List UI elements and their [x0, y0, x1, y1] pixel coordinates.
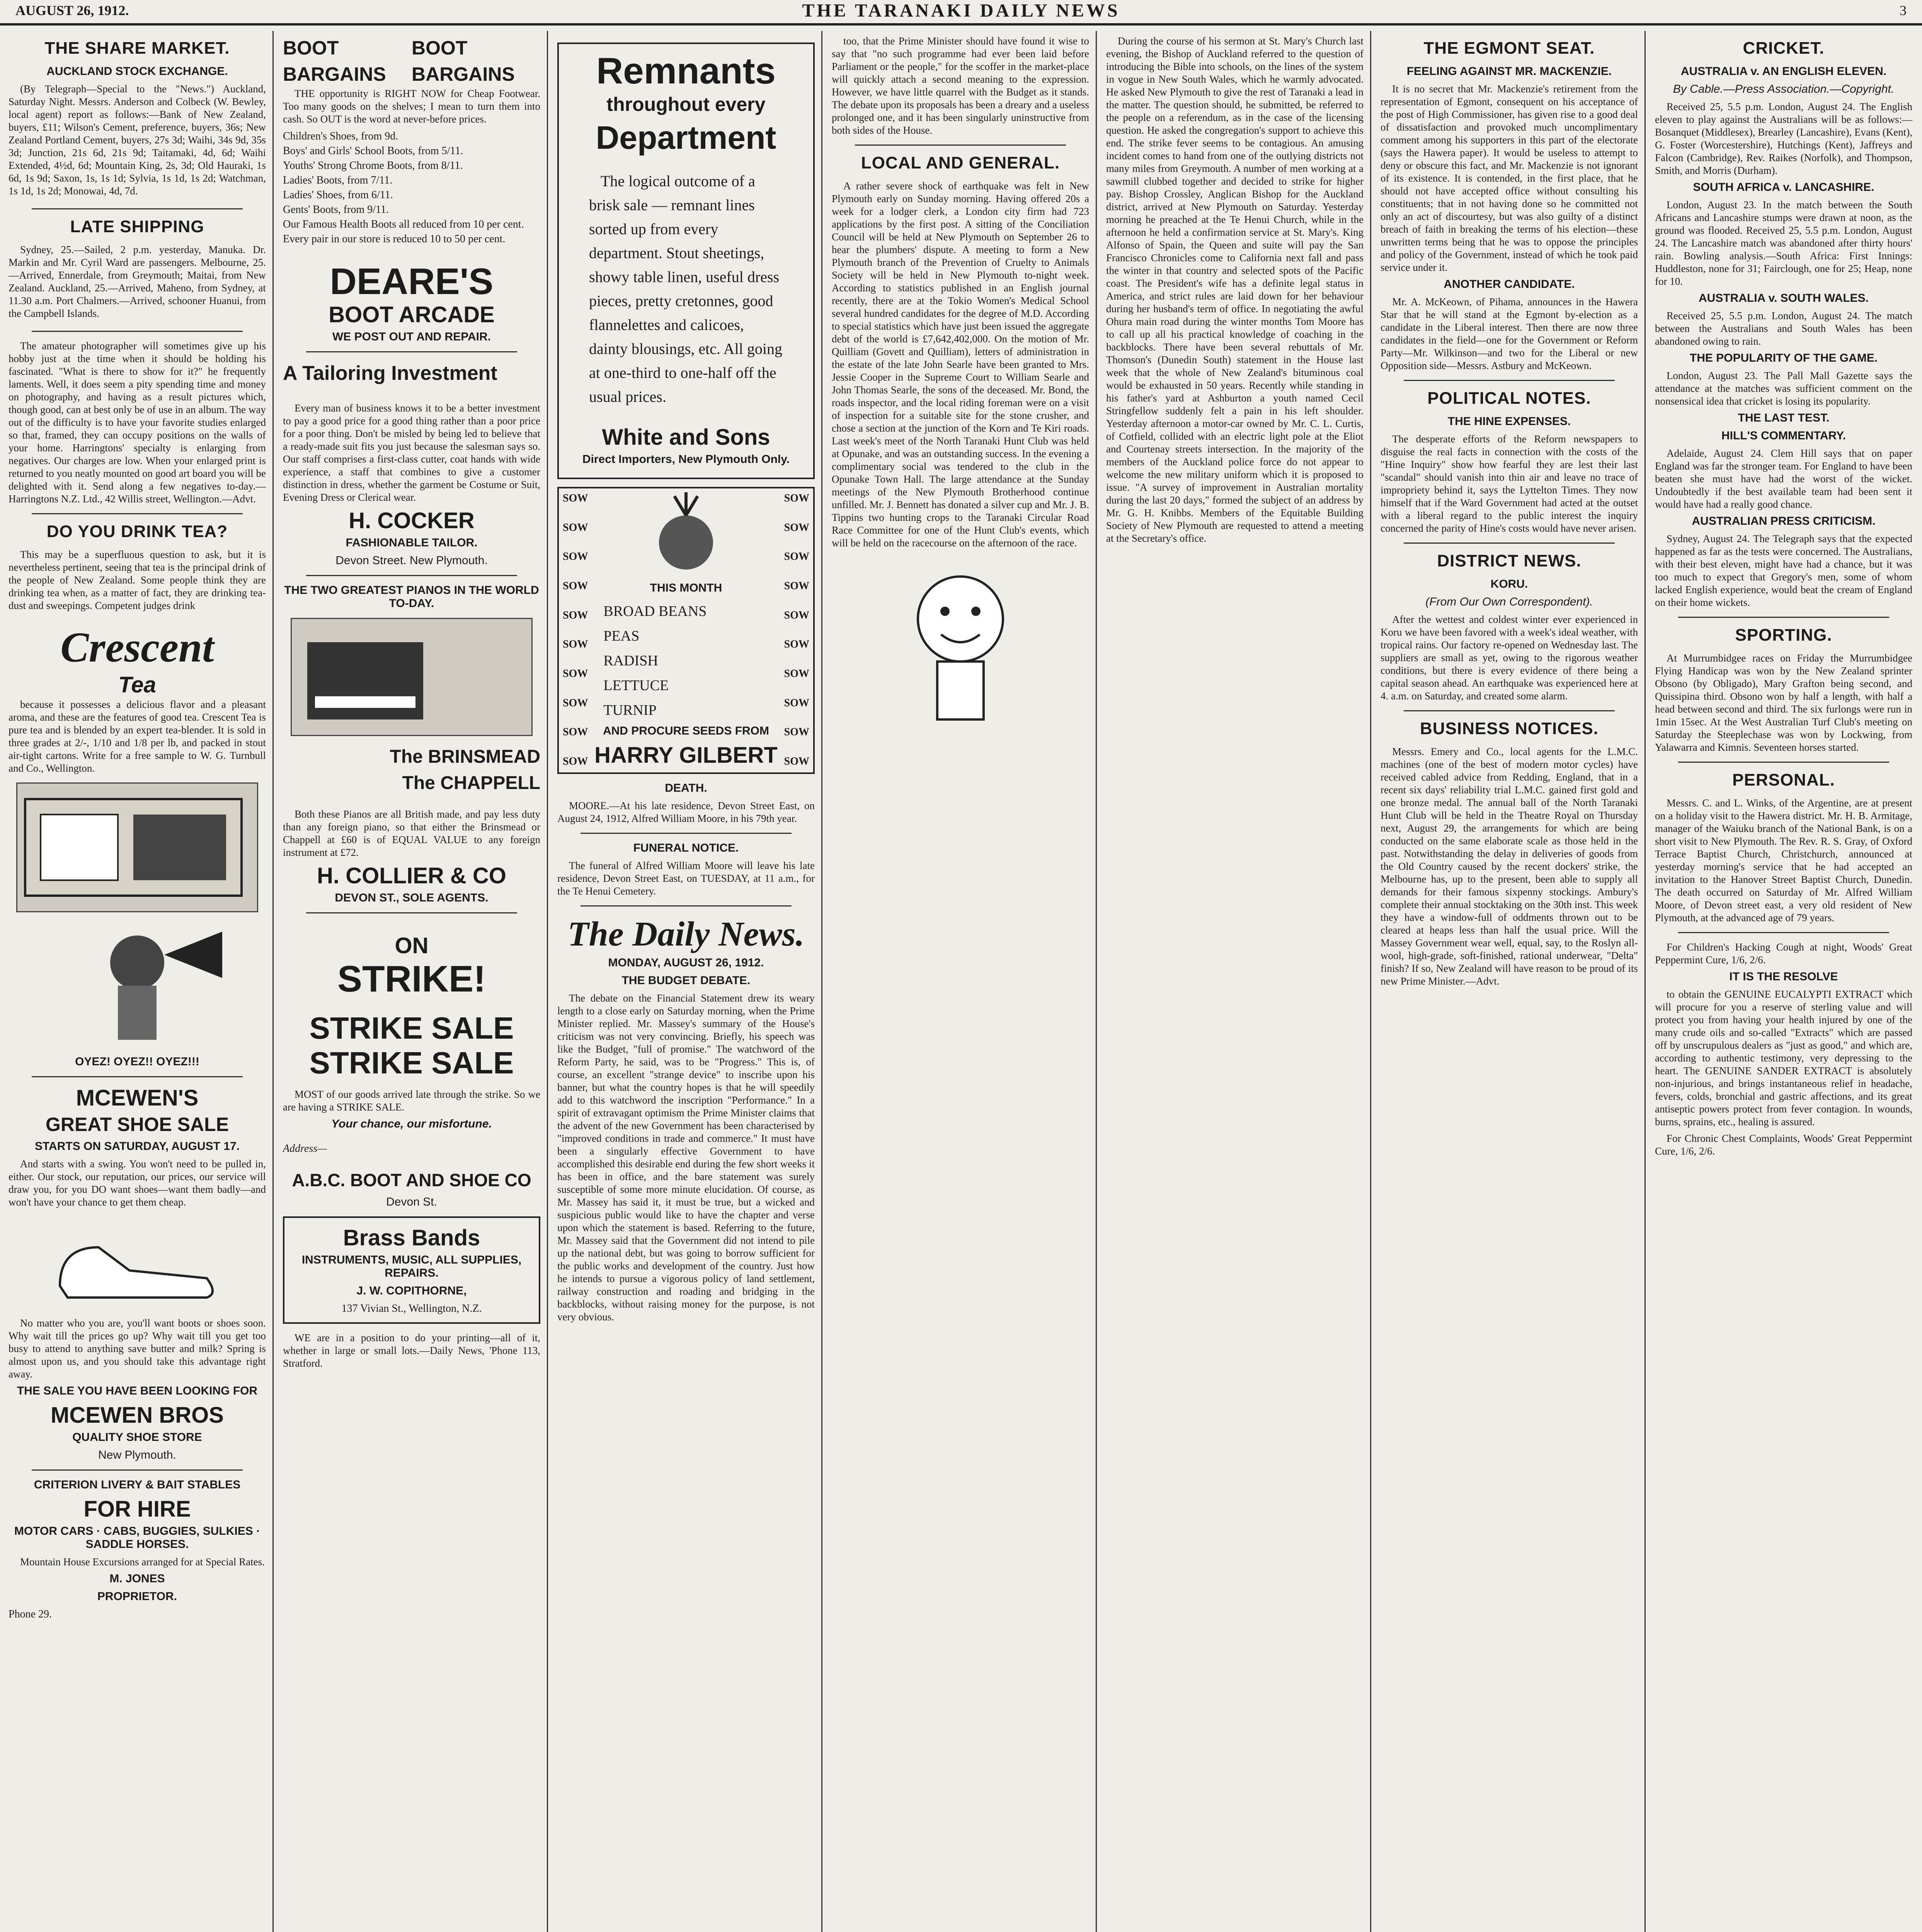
tea-heading: DO YOU DRINK TEA? [46, 522, 228, 541]
remnants-heading: Remnants [596, 50, 776, 92]
masthead-date: AUGUST 26, 1912. [15, 3, 129, 18]
share-market-heading: THE SHARE MARKET. [44, 39, 230, 58]
mcewen-bros-heading: MCEWEN BROS [51, 1403, 224, 1428]
divider [581, 905, 792, 906]
divider [306, 351, 517, 352]
funeral-heading: FUNERAL NOTICE. [633, 842, 739, 854]
brass-heading: Brass Bands [343, 1225, 480, 1250]
mcewen-sale-heading: GREAT SHOE SALE [45, 1114, 229, 1135]
shipping-body: Sydney, 25.—Sailed, 2 p.m. yesterday, Manuka. Dr. Markin and Mr. Cyril Ward are passengers. Melbourne, 25.—Arrived, Ennerdale, from Greymouth; Maitai, from New Zealand. Auckland, 25.—Arrived, Maheno, from Sydney, at 11.30 a.m. Port Chalmers.—Arrived, schooner Huanui, from the Campbell Islands. [9, 244, 266, 319]
sow-column-right [784, 492, 809, 769]
cricket-4-heading: THE POPULARITY OF THE GAME. [1689, 352, 1878, 364]
list-item: Every pair in our store is reduced 10 to 50 per cent. [283, 233, 506, 245]
boot-bargains-heading [283, 35, 540, 87]
cricket-3-body: Received 25, 5.5 p.m. London, August 24. The match between the Australians and South Wales has been abandoned owing to rain. [1655, 310, 1912, 347]
copithorne-address: 137 Vivian St., Wellington, N.Z. [341, 1303, 482, 1315]
divider [1678, 762, 1889, 763]
cricket-3-heading: AUSTRALIA v. SOUTH WALES. [1698, 292, 1869, 304]
local-general-heading: LOCAL AND GENERAL. [861, 153, 1060, 172]
crescent-tea-wordmark: Tea [118, 672, 156, 697]
sow-label: SOW [784, 697, 809, 709]
resolve-body: to obtain the GENUINE EUCALYPTI EXTRACT which will procure for you a reserve of sterling value and will protect you from having your health injured by one of the many crude oils and so-called "Extracts" which are passed off by unscrupulous dealers as "just as good," and which are, according to authentic testimony, very depressing to the heart. The GENUINE SANDER EXTRACT is absolutely non-injurious, and brings instantaneous relief in headache, fevers, colds, bronchial and gastric affections, and its great antiseptic powers protect from fever contagion. In wounds, burns, sprains, etc., healing is assured. [1655, 988, 1912, 1128]
brinsmead-heading: The BRINSMEAD [390, 747, 540, 767]
column-3 [553, 35, 819, 1932]
sow-label: SOW [563, 638, 588, 651]
seeds-advert [557, 487, 815, 774]
column-7 [1650, 35, 1917, 1932]
post-repair-note: WE POST OUT AND REPAIR. [332, 330, 491, 343]
strike-label: STRIKE! [337, 958, 486, 1000]
shipping-heading: LATE SHIPPING [70, 217, 204, 236]
pianos-heading: THE TWO GREATEST PIANOS IN THE WORLD TO-DAY. [284, 584, 539, 610]
sow-label: SOW [784, 492, 809, 504]
criterion-excursions: Mountain House Excursions arranged for at Special Rates. [20, 1556, 265, 1568]
budget-body: The debate on the Financial Statement drew its weary length to a close early on Saturday morning, when the Prime Minister replied. Mr. Massey's summary of the House's criticism was not very convincing. Briefly, his speech was like the Budget, "full of promise." The watchword of the Reform Party, he said, was to be "Progress." This is, of course, an excellent "strange device" to inscribe upon his banner, but what the country hopes is that he will speedily add to this watchword the inscription "Performance." In a spirit of extravagant optimism the Prime Minister claims that the advent of the new Government has been characterised by "improved conditions in trade and commerce." It must have been a singularly effective Government to have accomplished this desirable end during the few short weeks it has been in office, and the bare statement was surely susceptible of some more minute elucidation. Of course, as Mr. Massey has said it, it must be true, but a wicked and suspicious public would like to have the chapter and verse upon which the statement is based. Referring to the future, Mr. Massey said that the Government did not intend to pile up the national debt, but was going to borrow sufficient for the public works and development of the country. Just how he intends to pursue a vigorous policy of land settlement, railway construction and roading and bridging in the backblocks, without raising money for the purpose, is not very obvious. [557, 992, 815, 1323]
column-6 [1376, 35, 1643, 1932]
crescent-body: because it possesses a delicious flavor and a pleasant aroma, and these are the features of good tea. Crescent Tea is pure tea and is blended by an expert tea-blender. It is sold in three grades at 2/-, 1/10 and 1/8 per lb, and packed in stout air-tight cartons. Write for a free sample to W. G. Turnbull and Co., Wellington. [9, 699, 266, 774]
jones-name: M. JONES [109, 1572, 165, 1585]
sow-label: SOW [784, 638, 809, 651]
divider [1678, 932, 1889, 933]
cricket-heading: CRICKET. [1743, 39, 1825, 58]
brass-bands-advert [283, 1216, 540, 1324]
boot-arcade-heading: BOOT ARCADE [329, 302, 495, 327]
daily-news-nameplate: The Daily News. [567, 915, 805, 953]
list-item: PEAS [603, 628, 640, 644]
copithorne-name: J. W. COPITHORNE, [356, 1284, 467, 1297]
sow-column-left [563, 492, 588, 769]
baby-illustration [902, 565, 1018, 727]
seed-list [588, 599, 784, 722]
sow-label: SOW [563, 667, 588, 680]
mcewen-heading: MCEWEN'S [76, 1085, 199, 1111]
sow-label: SOW [563, 726, 588, 738]
chappell-heading: The CHAPPELL [402, 773, 540, 793]
tea-article [9, 522, 266, 612]
tailoring-heading: A Tailoring Investment [283, 362, 497, 384]
column-rule [1645, 31, 1646, 1932]
divider [1404, 380, 1615, 381]
editorial-dateline: MONDAY, AUGUST 26, 1912. [608, 956, 764, 969]
list-item: RADISH [603, 653, 658, 669]
collier-heading: H. COLLIER & CO [317, 863, 506, 888]
remnants-body: The logical outcome of a brisk sale — remnant lines sorted up from every department. Stout sheetings, showy table linen, useful dress pieces, pretty cretonnes, good flannelettes and calicoes, dainty blousings, etc. All going at one-third to one-half off the usual prices. [589, 172, 782, 405]
divider [1404, 543, 1615, 544]
boot-opportunity: THE opportunity is RIGHT NOW for Cheap Footwear. Too many goods on the shelves; I mean to turn them into cash. So OUT is the word at never-before prices. [283, 88, 540, 125]
shoe-icon [52, 1216, 222, 1309]
cricket-5-heading: THE LAST TEST. [1738, 412, 1830, 424]
town-crier-illustration [29, 920, 245, 1048]
photographer-advert: The amateur photographer will sometimes give up his hobby just at the time when it should be holding his fascinated. "What is there to show for it?" he frequently laments. Well, it does seem a pity spending time and money on photography, and having as a result pictures which, though good, can at best only be of use in an album. The way out of the difficulty is to have your favorite studies enlarged so that, framed, they can occupy positions on the walls of your home. Harringtons' specialty is enlarging from negatives. Our charges are low. When your enlarged print is returned to you neatly mounted on good art board you will be delighted with it. Send along a few negatives to-day.—Harringtons N.Z. Ltd., 42 Willis street, Wellington.—Advt. [9, 340, 266, 505]
this-month-label: THIS MONTH [650, 582, 722, 594]
cricket-2-heading: SOUTH AFRICA v. LANCASHIRE. [1693, 181, 1874, 194]
masthead [0, 0, 1922, 26]
list-item: Youths' Strong Chrome Boots, from 8/11. [283, 160, 463, 172]
abc-address: Devon St. [386, 1196, 437, 1208]
crescent-wordmark: Crescent [60, 624, 214, 671]
tea-body: This may be a superfluous question to ask, but it is nevertheless pertinent, seeing that tea is the principal drink of the people of New Zealand. Some people think they are drinking tea when, as a matter of fact, they are drinking tea-dust and sweepings. Competent judges drink [9, 549, 266, 611]
list-item: TURNIP [603, 702, 657, 718]
cocker-subheading: FASHIONABLE TAILOR. [346, 536, 478, 549]
divider [1404, 710, 1615, 711]
cough-advert: For Children's Hacking Cough at night, Woods' Great Peppermint Cure, 1/6, 2/6. [1655, 941, 1912, 966]
column-rule [272, 31, 274, 1932]
divider [855, 145, 1066, 146]
divider [32, 331, 243, 332]
divider [581, 833, 792, 834]
cricket-6-heading: AUSTRALIAN PRESS CRITICISM. [1692, 515, 1876, 527]
sow-label: SOW [784, 551, 809, 563]
koru-heading: KORU. [1490, 578, 1528, 590]
koru-body: After the wettest and coldest winter ever experienced in Koru we have been favored with a week's ideal weather, with tropical rains. Our factory re-opened on Wednesday last. The suppliers are small as yet, owing to the rigorous weather conditions, but there is every evidence of there being a capital season ahead. An earthquake was experienced here at 4. a.m. on Saturday, and created some alarm. [1381, 614, 1638, 702]
brass-subheading: INSTRUMENTS, MUSIC, ALL SUPPLIES, REPAIRS. [301, 1253, 522, 1279]
business-notices-heading: BUSINESS NOTICES. [1420, 719, 1599, 738]
cocker-heading: H. COCKER [349, 508, 475, 533]
sow-label: SOW [563, 697, 588, 709]
pianos-body: Both these Pianos are all British made, and pay less duty than any foreign piano, so that either the Brinsmead or Chappell at £60 is of EQUAL VALUE to any foreign instrument at £72. [283, 808, 540, 858]
sow-label: SOW [563, 492, 588, 504]
tea-packet-illustration [16, 782, 258, 912]
sporting-heading: SPORTING. [1735, 626, 1832, 645]
cricket-6-body: Sydney, August 24. The Telegraph says that the expected happened as far as the tests were concerned. The Australians, with their best eleven, might have had a chance, but it was too much to expect that Gregory's men, some of whom lacked English experience, would beat the cream of England on their home wickets. [1655, 533, 1912, 608]
budget-heading: THE BUDGET DEBATE. [621, 974, 751, 987]
church-news-body: During the course of his sermon at St. Mary's Church last evening, the Bishop of Auckland referred to the question of introducing the Bible into schools, on the lines of the system in vogue in New South Wales, which he warmly advocated. He asked New Plymouth to give the rest of Taranaki a lead in the matter. The question should, he submitted, be referred to the people on a referendum, as in the case of the licensing question. He asked the congregation's support to achieve this end. The strike fever seems to be contagious. An amusing incident comes to hand from one of the outlying districts not many miles from Greymouth. A number of men working at a sawmill clubbed together and decided to strike for higher pay. Bishop Crossley, Anglican Bishop for the Auckland district, arrived at New Plymouth on Saturday. Yesterday morning he preached at the Te Henui Church, while in the afternoon he held a confirmation service at St. Mary's. King Alfonso of Spain, the Queen and suite will pay the San Francisco Chronicles come to California next fall and pass the winter in that country and selected spots of the Pacific coast. The President's wife has a definite legal status in America, and strict rules are laid down for her behaviour during her husband's term of office. In negotiating the awful Ohura main road during the winter months Tom Moore has to call up all his practical knowledge of coaching in the backblocks. There have been several rebuttals of Mr. Thomson's (Dunedin South) statement in the House last week that the whole of New Zealand's bituminous coal would be exhausted in 50 years. Recently while standing in his father's yard at Ashburton a youth named Cecil Stringfellow suddenly felt a pain in his left shoulder. Yesterday afternoon a motor-car owned by Mr. C. L. Curtis, of Cotfield, collided with an electric light pole at the Eliot and Courtenay streets intersection. In the majority of the members of the Auckland police force do not appear to welcome the new military uniform which it is proposed to issue. "A survey of improvement in Australian mortality during the last 20 days," formed the subject of an address by Mr. G. H. Knibbs. Members of the Equitable Building Society of New Plymouth are requested to attend a meeting at the Secretary's office. [1106, 35, 1364, 544]
cricket-5-subheading: HILL'S COMMENTARY. [1721, 429, 1846, 442]
strike-sale-heading-2: STRIKE SALE [309, 1046, 514, 1080]
personal-heading: PERSONAL. [1732, 770, 1835, 789]
list-item: Our Famous Health Boots all reduced from 10 per cent. [283, 218, 524, 230]
sow-label: SOW [563, 609, 588, 621]
list-item: Ladies' Shoes, from 6/11. [283, 189, 393, 201]
gilbert-heading: HARRY GILBERT [594, 743, 778, 768]
column-rule [821, 31, 822, 1932]
list-item: Children's Shoes, from 9d. [283, 130, 398, 142]
collier-address: DEVON ST., SOLE AGENTS. [335, 891, 489, 904]
sow-label: SOW [784, 609, 809, 621]
budget-continued: too, that the Prime Minister should have found it wise to say that "no such programme had ever been laid before Parliament or the people," for the scoffer in the market-place will quickly attach a second meaning to the expression. However, we have little quarrel with the Budget as it stands. The debate upon its proposals has been a dreary and a useless prolonged one, and it has been singularly uninstructive from both sides of the House. [832, 35, 1089, 136]
political-notes-heading: POLITICAL NOTES. [1427, 389, 1591, 408]
throughout-heading: throughout every [606, 94, 766, 115]
for-hire-heading: FOR HIRE [83, 1497, 191, 1522]
another-candidate-body: Mr. A. McKeown, of Pihama, announces in the Hawera Star that he will stand at the Egmont by-election as a candidate in the Liberal interest. Then there are now three candidates in the field—one for the Government or Reform Party—Mr. Wilkinson—and two for the Liberal or new Opposition side—Messrs. Astbury and McKeown. [1381, 296, 1638, 371]
another-candidate-heading: ANOTHER CANDIDATE. [1444, 278, 1575, 291]
chronic-advert: For Chronic Chest Complaints, Woods' Great Peppermint Cure, 1/6, 2/6. [1655, 1133, 1912, 1157]
column-rule [1370, 31, 1371, 1932]
seeds-center [588, 492, 784, 769]
sporting-body: At Murrumbidgee races on Friday the Murrumbidgee Flying Handicap was won by the New Zealand sprinter Obsono (by Obligado), Mary Grafton being second, and Quissipina third. Obsono won by half a length, with half a head between second and third. The six furlongs were run in 1min 15sec. At the West Australian Turf Club's meeting on Saturday the Steeplechase was won by Lockwing, from Yalawarra and Kimnis. Seventeen horses started. [1655, 652, 1912, 753]
procure-label: AND PROCURE SEEDS FROM [603, 724, 769, 737]
list-item: BROAD BEANS [603, 603, 707, 619]
egmont-subheading: FEELING AGAINST MR. MACKENZIE. [1406, 65, 1612, 78]
business-notices-body: Messrs. Emery and Co., local agents for the L.M.C. machines (one of the best of modern motor cycles) have received cabled advice from Redding, England, that in a recent six days' reliability trial L.M.C. gained first gold and one bronze medal. The annual ball of the North Taranaki Hunt Club will be held in the Theatre Royal on Thursday next, August 29, the arrangements for which are being conducted on the same elaborate scale as those held in the past. Notwithstanding the delay in deliveries of goods from the Old Country caused by the recent dockers' strike, the Melbourne has, up to the present, been able to supply all demands for their famous sixpenny stockings. Ambury's complete their annual stocktaking on the 30th inst. This week they have a window-full of oddments thrown out to be cleared at heaps less than half the usual price. Will the Massey Government wear well, equal, say, to the Roslyn all-wool, high-grade, soft-finished, rational underwear, "Delta" finish? If so, New Zealand will have reason to be proud of its new Prime Minister.—Advt. [1381, 746, 1638, 987]
sow-label: SOW [784, 521, 809, 534]
list-item: Ladies' Boots, from 7/11. [283, 174, 393, 186]
page-number: 3 [1900, 3, 1907, 18]
new-plymouth-label: New Plymouth. [98, 1449, 176, 1461]
share-market-article [9, 39, 266, 197]
hine-heading: THE HINE EXPENSES. [1447, 415, 1571, 428]
divider [306, 575, 517, 576]
column-4 [827, 35, 1094, 1932]
sow-label: SOW [563, 580, 588, 592]
divider [306, 912, 517, 913]
district-news-heading: DISTRICT NEWS. [1437, 551, 1582, 570]
sow-label: SOW [563, 755, 588, 767]
address-label: Address— [283, 1143, 327, 1155]
hine-body: The desperate efforts of the Reform newspapers to disguise the real facts in connection with the costs of the "Hine Inquiry" show how fearful they are lest their last "scandal" should vanish into thin air and leave no trace of impropriety behind it, says the Lyttelton Times. They now himself that if the Ward Government had acted at the outset with a liberal regard to the public interest the inquiry concerned the parity of Hine's costs would have never arisen. [1381, 433, 1638, 534]
cocker-address: Devon Street. New Plymouth. [335, 554, 488, 567]
divider [32, 1469, 243, 1471]
criterion-services: MOTOR CARS · CABS, BUGGIES, SULKIES · SADDLE HORSES. [14, 1525, 260, 1551]
cricket-5-body: Adelaide, August 24. Clem Hill says that on paper England was far the stronger team. For England to have been beaten she must have had the worst of the wicket. Undoubtedly if the best available team had been sent it would have had a really good chance. [1655, 447, 1912, 510]
sow-label: SOW [784, 755, 809, 767]
mcewen-starts: STARTS ON SATURDAY, AUGUST 17. [34, 1140, 240, 1153]
strike-graphic [283, 921, 540, 1011]
boot-bargains-left: BOOT BARGAINS [283, 37, 386, 85]
masthead-title: THE TARANAKI DAILY NEWS [802, 0, 1120, 21]
divider [32, 208, 243, 209]
boot-bargains-right: BOOT BARGAINS [412, 37, 515, 85]
egmont-body: It is no secret that Mr. Mackenzie's retirement from the representation of Egmont, consequent on his acceptance of the post of High Commissioner, has given rise to a good deal of dissatisfaction and provoked much uncomplimentary comment among his supporters in this part of the electorate (says the Hawera paper). It would be useless to attempt to deny or obscure this fact, and Mr. Mackenzie is not ignorant of its existence. It is contended, in the first place, that he should not have accepted office without consulting his constituents; that in not having done so he committed not only an act of discourtesy, but was also guilty of a distinct breach of faith in breaking the terms of his election—these unwritten terms being that he was to oppose the principles and policy of the Government, instead of which he took paid service under it. [1381, 83, 1638, 273]
abc-heading: A.B.C. BOOT AND SHOE CO [292, 1170, 531, 1190]
proprietor-label: PROPRIETOR. [97, 1590, 177, 1603]
cricket-2-body: London, August 23. In the match between the South Africans and Lancashire stumps were drawn at noon, as the ground was flooded. Received 25, 5.5 p.m. London, August 24. The Lancashire match was abandoned after thirty hours' rain. Bowling analysis.—South Africa: First Innings: Huddleston, none for 31; Fairclough, one for 25; Heap, none for 10. [1655, 199, 1912, 287]
mcewen-sale-banner: THE SALE YOU HAVE BEEN LOOKING FOR [17, 1384, 258, 1397]
column-5 [1101, 35, 1368, 1932]
boot-price-list [283, 129, 540, 246]
printing-advert: WE are in a position to do your printing—all of it, whether in large or small lots.—Daily News, 'Phone 113, Stratford. [283, 1332, 540, 1369]
strike-sale-heading: STRIKE SALE [309, 1011, 514, 1045]
death-body: MOORE.—At his late residence, Devon Street East, on August 24, 1912, Alfred William Moore, in his 79th year. [557, 800, 815, 824]
egmont-heading: THE EGMONT SEAT. [1423, 39, 1595, 58]
phone-number: Phone 29. [9, 1608, 52, 1620]
sow-label: SOW [784, 726, 809, 738]
fortune-line: Your chance, our misfortune. [331, 1117, 492, 1130]
funeral-body: The funeral of Alfred William Moore will leave his late residence, Devon Street East, on TUESDAY, at 11 a.m., for the Te Henui Cemetery. [557, 860, 815, 897]
cricket-1-heading: AUSTRALIA v. AN ENGLISH ELEVEN. [1680, 65, 1887, 78]
koru-subheading: (From Our Own Correspondent). [1425, 595, 1593, 608]
list-item: Boys' and Girls' School Boots, from 5/11. [283, 145, 463, 157]
turnip-icon [644, 492, 729, 577]
divider [1678, 617, 1889, 618]
share-market-subheading: AUCKLAND STOCK EXCHANGE. [46, 65, 228, 78]
column-1 [4, 35, 271, 1932]
column-rule [547, 31, 548, 1932]
department-heading: Department [596, 119, 776, 156]
white-sons-subheading: Direct Importers, New Plymouth Only. [582, 453, 790, 466]
oyez-text: OYEZ! OYEZ!! OYEZ!!! [75, 1055, 199, 1068]
quality-shoe-store: QUALITY SHOE STORE [72, 1431, 202, 1444]
sow-label: SOW [784, 667, 809, 680]
cricket-1-subheading: By Cable.—Press Association.—Copyright. [1673, 83, 1895, 95]
tailoring-body: Every man of business knows it to be a better investment to pay a good price for a good thing rather than a poor price for a poor thing. Don't be misled by being led to believe that a ready-made suit fits you just because the salesman says so. Our staff comprises a first-class cutter, coat hands with wide experience, a staff that combines to give a customer distinction in dress, whether the garment be Costume or Suit, Evening Dress or Clerical wear. [283, 402, 540, 503]
sow-label: SOW [563, 521, 588, 534]
list-item: LETTUCE [603, 677, 669, 694]
on-label: ON [395, 933, 429, 958]
cricket-1-body: Received 25, 5.5 p.m. London, August 24. The English eleven to play against the Australians will be as follows:—Bosanquet (Middlesex), Brearley (Lancashire), Evans (Kent), G. Foster (Worcestershire), Hutchings (Kent), Jaffreys and Falcon (Cambridge), Rev. Raikes (Norfolk), and Thompson, Smith, and Morris (Durham). [1655, 101, 1912, 176]
personal-body: Messrs. C. and L. Winks, of the Argentine, are at present on a holiday visit to the Hawera district. Mr. H. B. Armitage, manager of the Waiuku branch of the National Bank, is on a short visit to New Plymouth. The Rev. R. S. Gray, of Oxford Terrace Baptist Church, Christchurch, announced at yesterday morning's service that he had accepted an invitation to the Hanover Street Baptist Church, Dunedin. The death occurred on Saturday of Mr. Alfred William Moore, of Devon street east, a very old resident of New Plymouth, at the advanced age of 79 years. [1655, 797, 1912, 923]
column-rule [1096, 31, 1097, 1932]
white-sons-heading: White and Sons [602, 425, 770, 450]
shipping-article [9, 217, 266, 320]
deare-heading: DEARE'S [330, 261, 494, 302]
remnants-advert [557, 43, 815, 479]
share-market-body: (By Telegraph—Special to the "News.") Auckland, Saturday Night. Messrs. Anderson and Colbeck (W. Bewley, local agent) report as follows:—Bank of New Zealand, buyers, £11; Wilson's Cement, preference, buyers, 36s; New Zealand Portland Cement, buyers, 27s 3d; Waihi, 34s 9d, 35s 3d; Junction, 21s 6d, 21s 9d; Taitamaki, 4d, 6d; Waihi Extended, 4½d, 6d; Mountain King, 2s, 3d; Old Hauraki, 1s 6d, 1s 9d; Saxon, 1s, 1s 1d; Sylvia, 1s 1d, 1s 2d; Watchman, 1s 1d, 1s 2d; Monowai, 4d, 7d. [9, 83, 266, 197]
list-item: Gents' Boots, from 9/11. [283, 204, 389, 216]
sow-label: SOW [563, 551, 588, 563]
sow-label: SOW [784, 580, 809, 592]
crescent-logo [9, 623, 266, 698]
divider [32, 513, 243, 514]
mcewen-body-2: No matter who you are, you'll want boots or shoes soon. Why wait till the prices go up? Why wait till you get too busy to attend to anything save butter and milk? Spring is almost upon us, and you should take this advantage right away. [9, 1317, 266, 1380]
criterion-heading: CRITERION LIVERY & BAIT STABLES [34, 1478, 241, 1491]
strike-sale-body: MOST of our goods arrived late through the strike. So we are having a STRIKE SALE. [283, 1088, 540, 1113]
local-general-body: A rather severe shock of earthquake was felt in New Plymouth early on Sunday morning. Having offered 20s a week for a lodger clerk, a London city firm had 723 applications by the first post. A sitting of the Conciliation Council will be held at New Plymouth on September 26 to hear the plumbers' dispute. A meeting to form a New Plymouth branch of the Prevention of Cruelty to Animals Society will be held in New Plymouth to-night week. According to statistics published in an English journal recently, there are at the Tokio Women's Medical School several hundred candidates for the degree of M.D. According to special statistics which have just been issued the aggregate debt of the world is £7,642,402,000. On the motion of Mr. Quilliam (Govett and Quilliam), letters of administration in the estate of the late John Searle have been granted to Mrs. Jessie Cooper in the Supreme Court to William Searle and John Thomas Searle, the sons of the deceased. Mr. Bond, the roads inspector, and the local riding foreman were on a visit of inspection for a suitable site for the stone crusher, and chose a section at the junction of the Korn and Te Kiri roads. Last week's meet of the North Taranaki Hunt Club was held at Opunake, and was an outstanding success. In the evening a complimentary social was tendered to the club in the Opunake Town Hall. The large attendance at the Sunday meetings of the New Plymouth Brotherhood continue unfilled. Mr. J. Bennett has donated a silver cup and Mr. J. B. Tippins two hunting crops to the Taranaki Circular Road Race Committee for one of the Hunt Club's events, which will be held on the racecourse on the afternoon of the race. [832, 180, 1089, 549]
resolve-heading: IT IS THE RESOLVE [1729, 970, 1838, 983]
mcewen-body: And starts with a swing. You won't need to be pulled in, either. Our stock, our reputation, our prices, our service will draw you, for you DO want shoes—want them badly—and won't have your chance to get them cheap. [9, 1158, 266, 1208]
piano-illustration [291, 618, 533, 736]
death-heading: DEATH. [665, 782, 707, 794]
divider [32, 1076, 243, 1077]
column-2 [278, 35, 545, 1932]
cricket-4-body: London, August 23. The Pall Mall Gazette says the attendance at the matches was sufficient comment on the nonsensical idea that cricket is losing its popularity. [1655, 370, 1912, 407]
